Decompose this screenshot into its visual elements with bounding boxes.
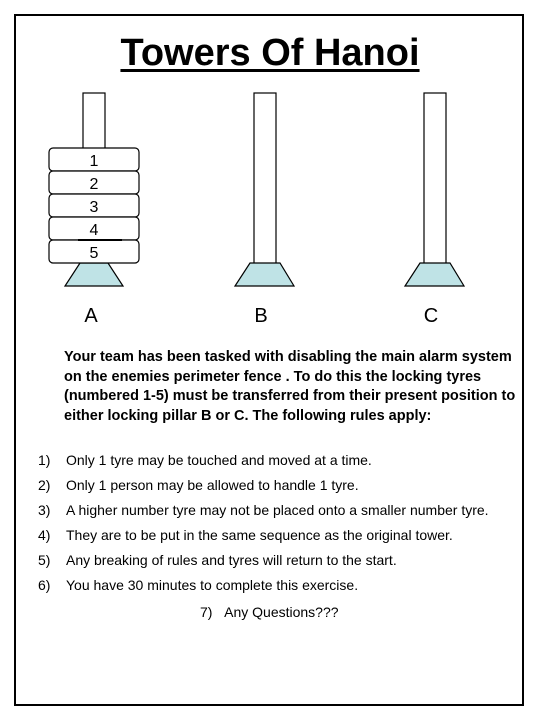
intro-paragraph xyxy=(64,348,514,426)
rule-item xyxy=(38,477,359,493)
rule-number: 3) xyxy=(38,502,51,518)
rule-item xyxy=(38,502,489,518)
tyre-label-2: 2 xyxy=(89,176,99,193)
rule-item xyxy=(38,452,372,468)
page-title: Towers Of Hanoi xyxy=(120,32,420,74)
tyre-label-1: 1 xyxy=(89,153,99,170)
rule-number: 5) xyxy=(38,552,51,568)
rule-text: You have 30 minutes to complete this exercise. xyxy=(66,577,359,593)
intro-line: on the enemies perimeter fence . To do this the locking tyres xyxy=(64,368,482,385)
rule-number: 2) xyxy=(38,477,51,493)
rule-text: Only 1 person may be allowed to handle 1 tyre. xyxy=(66,477,359,493)
pillar-label-a: A xyxy=(84,305,98,327)
tyre-stack xyxy=(49,148,139,263)
rule-number: 4) xyxy=(38,527,51,543)
pillar-b-base xyxy=(235,263,294,286)
pillar-label-b: B xyxy=(254,305,268,327)
question-number: 7) xyxy=(200,604,213,620)
pillar-a-base xyxy=(65,263,123,286)
tyre-label-4: 4 xyxy=(89,222,99,239)
pillar-b xyxy=(235,93,294,286)
rule-number: 1) xyxy=(38,452,51,468)
intro-line: (numbered 1-5) must be transferred from their present position to xyxy=(64,388,516,404)
rule-text: A higher number tyre may not be placed onto a smaller number tyre. xyxy=(66,502,489,518)
rule-number: 6) xyxy=(38,577,51,593)
questions-line xyxy=(200,604,339,620)
rule-item xyxy=(38,552,397,568)
rule-item xyxy=(38,577,358,593)
pillar-label-c: C xyxy=(423,305,439,327)
rule-text: Only 1 tyre may be touched and moved at a time. xyxy=(66,452,372,468)
question-text: Any Questions??? xyxy=(224,604,339,620)
intro-line: either locking pillar B or C. The following rules apply: xyxy=(64,407,432,424)
rule-item xyxy=(38,527,453,543)
tyre-label-3: 3 xyxy=(89,199,99,216)
pillar-c xyxy=(405,93,464,286)
rule-text: Any breaking of rules and tyres will return to the start. xyxy=(66,552,397,568)
tyre-label-5: 5 xyxy=(89,245,99,262)
rule-text: They are to be put in the same sequence as the original tower. xyxy=(66,527,453,543)
pillar-c-base xyxy=(405,263,464,286)
tower-diagram xyxy=(0,0,540,340)
intro-line: Your team has been tasked with disabling the main alarm system xyxy=(64,349,512,365)
